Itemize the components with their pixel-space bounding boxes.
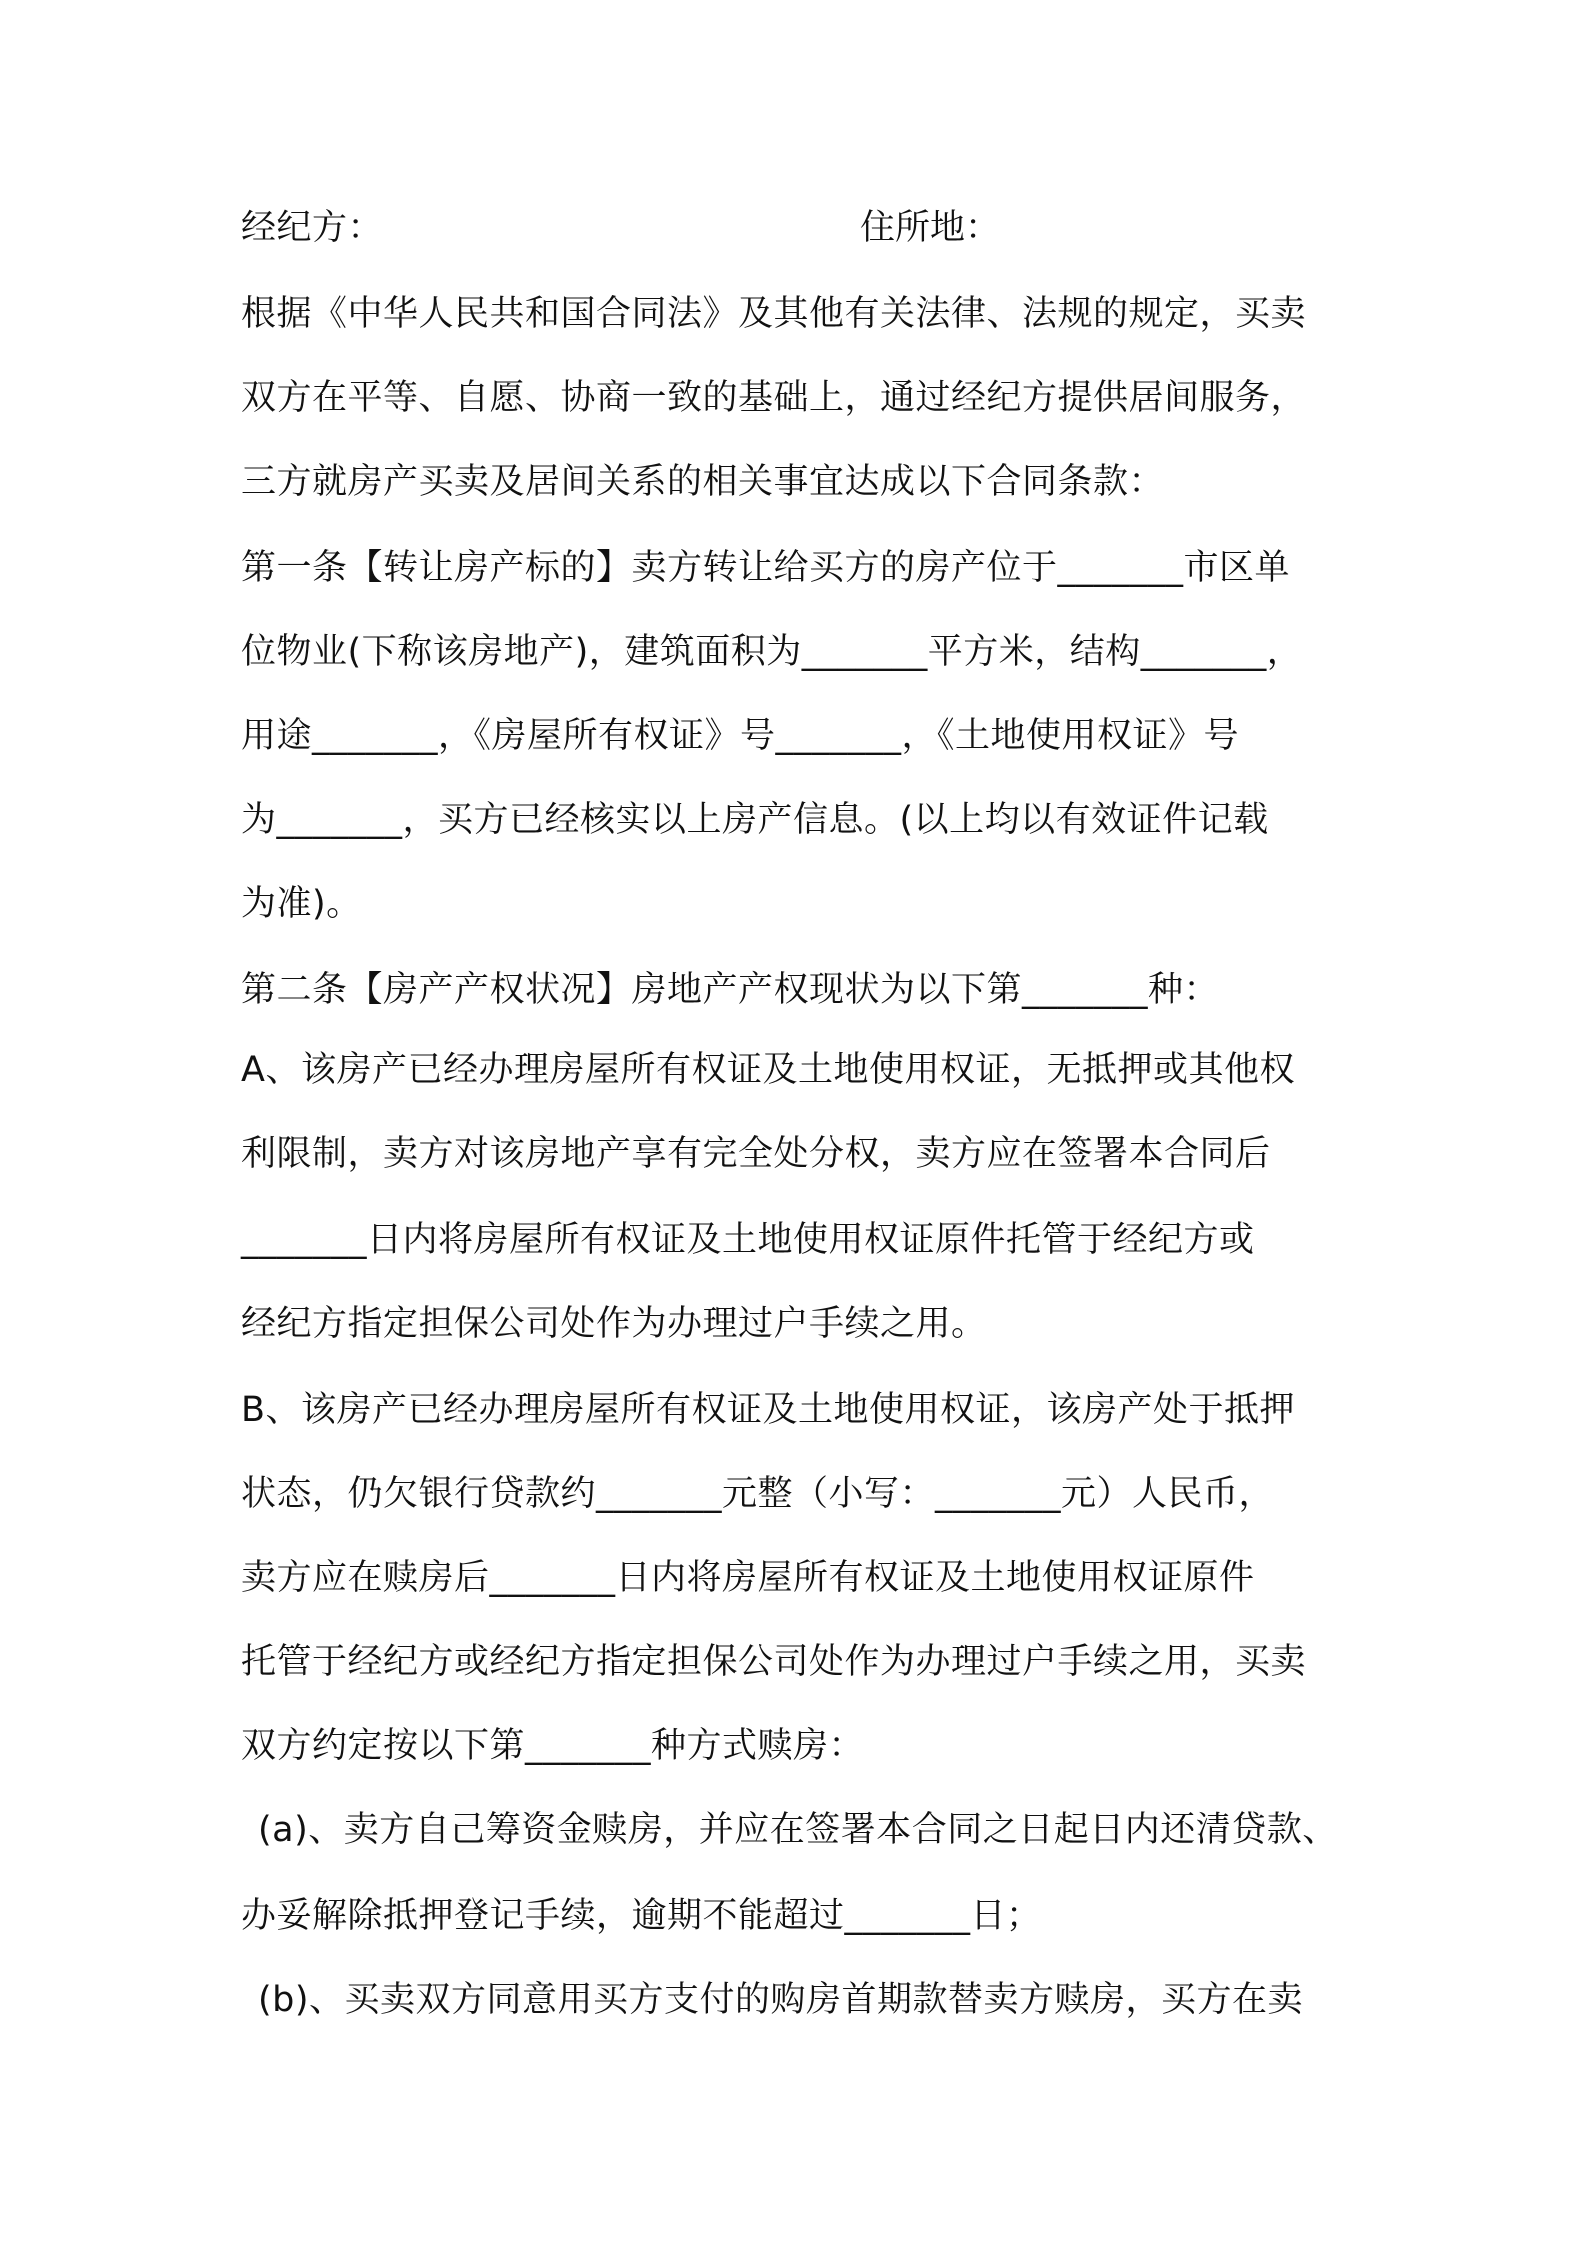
- option-a-line-1: A、该房产已经办理房屋所有权证及土地使用权证，无抵押或其他权: [241, 1050, 1295, 1090]
- option-b-line-3: 卖方应在赎房后_______日内将房屋所有权证及土地使用权证原件: [241, 1558, 1255, 1598]
- article-1-line-4: 为_______，买方已经核实以上房产信息。(以上均以有效证件记载: [241, 800, 1269, 840]
- option-a-line-2: 利限制，卖方对该房地产享有完全处分权，卖方应在签署本合同后: [241, 1134, 1271, 1174]
- article-2-line-1: 第二条【房产产权状况】房地产产权现状为以下第_______种：: [241, 970, 1220, 1010]
- intro-line-1: 根据《中华人民共和国合同法》及其他有关法律、法规的规定，买卖: [241, 294, 1307, 334]
- address-label: 住所地：: [860, 208, 1001, 248]
- option-b-line-5: 双方约定按以下第_______种方式赎房：: [241, 1726, 865, 1766]
- article-1-line-1: 第一条【转让房产标的】卖方转让给买方的房产位于_______市区单: [241, 548, 1291, 588]
- option-b-line-2: 状态，仍欠银行贷款约_______元整（小写：_______元）人民币，: [241, 1474, 1275, 1514]
- intro-line-2: 双方在平等、自愿、协商一致的基础上，通过经纪方提供居间服务，: [241, 378, 1307, 418]
- article-1-line-5: 为准)。: [241, 884, 362, 924]
- article-1-line-2: 位物业(下称该房地产)，建筑面积为_______平方米，结构_______，: [241, 632, 1303, 672]
- intro-line-3: 三方就房产买卖及居间关系的相关事宜达成以下合同条款：: [241, 462, 1165, 502]
- article-1-line-3: 用途_______，《房屋所有权证》号_______，《土地使用权证》号: [241, 716, 1240, 756]
- method-a-line-2: 办妥解除抵押登记手续，逾期不能超过_______日；: [241, 1896, 1042, 1936]
- option-a-line-4: 经纪方指定担保公司处作为办理过户手续之用。: [241, 1304, 987, 1344]
- option-b-line-1: B、该房产已经办理房屋所有权证及土地使用权证，该房产处于抵押: [241, 1390, 1296, 1430]
- method-b-line-1: (b)、买卖双方同意用买方支付的购房首期款替卖方赎房，买方在卖: [258, 1980, 1304, 2020]
- broker-label: 经纪方：: [241, 208, 384, 248]
- option-a-line-3: _______日内将房屋所有权证及土地使用权证原件托管于经纪方或: [241, 1220, 1255, 1260]
- method-a-line-1: (a)、卖方自己筹资金赎房，并应在签署本合同之日起日内还清贷款、: [258, 1810, 1338, 1850]
- option-b-line-4: 托管于经纪方或经纪方指定担保公司处作为办理过户手续之用，买卖: [241, 1642, 1307, 1682]
